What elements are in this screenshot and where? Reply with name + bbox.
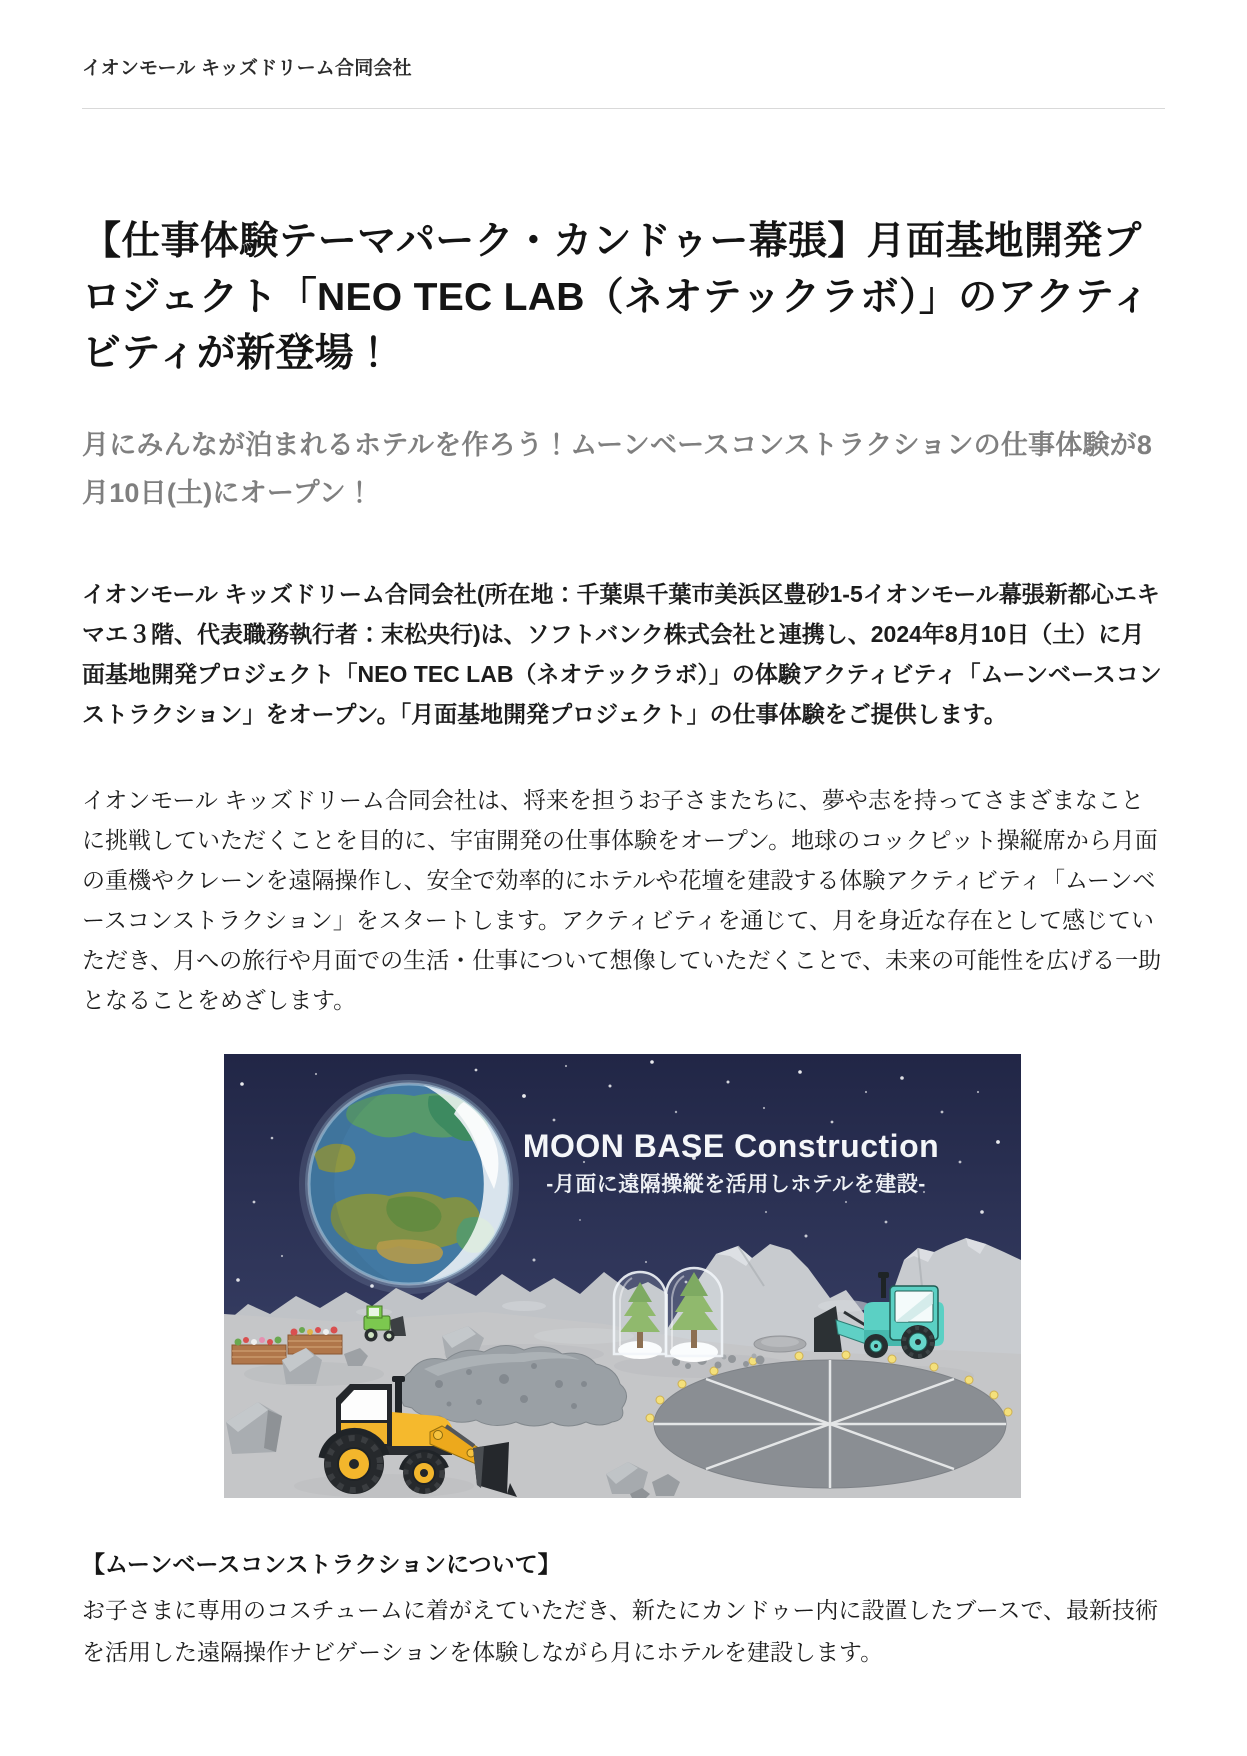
section-body: お子さまに専用のコスチュームに着がえていただき、新たにカンドゥー内に設置したブースで、最新技術を活用した遠隔操作ナビゲーションを体験しながら月にホテルを建設します。 xyxy=(82,1597,1159,1665)
header-divider xyxy=(82,108,1165,109)
tree-dome-small xyxy=(614,1272,666,1359)
hero-image-title: MOON BASE Construction xyxy=(522,1128,940,1164)
lead-paragraph: イオンモール キッズドリーム合同会社(所在地：千葉県千葉市美浜区豊砂1-5イオンモール幕張新都心エキマエ３階、代表職務執行者：末松央行)は、ソフトバンク株式会社と連携し、2024年8月10日（土）に月面基地開発プロジェクト「NEO TEC LAB（ネオテックラボ）」の体験アクティビティ「ムーンベースコンストラクション」をオープン。「月面基地開発プロジェクト」の仕事体験をご提供します。 xyxy=(82,581,1162,727)
body-paragraph: イオンモール キッズドリーム合同会社は、将来を担うお子さまたちに、夢や志を持ってさまざまなことに挑戦していただくことを目的に、宇宙開発の仕事体験をオープン。地球のコックピット操縦席から月面の重機やクレーンを遠隔操作し、安全で効率的にホテルや花壇を建設する体験アクティビティ「ムーンベースコンストラクション」をスタートします。アクティビティを通じて、月を身近な存在として感じていただき、月への旅行や月面での生活・仕事について想像していただくことで、未来の可能性を広げる一助となることをめざします。 xyxy=(82,787,1162,1013)
tree-dome-large xyxy=(666,1268,722,1362)
press-release-page xyxy=(82,0,1165,1673)
article-title: 【仕事体験テーマパーク・カンドゥー幕張】月面基地開発プロジェクト「NEO TEC LAB（ネオテックラボ）」のアクティビティが新登場！ xyxy=(82,220,1151,375)
hero-image-subtitle: -月面に遠隔操縦を活用しホテルを建設- xyxy=(546,1173,926,1196)
earth-illustration xyxy=(299,1074,519,1294)
section-heading: 【ムーンベースコンストラクションについて】 xyxy=(82,1551,561,1577)
publisher-name: イオンモール キッズドリーム合同会社 xyxy=(82,58,412,79)
article-subtitle: 月にみんなが泊まれるホテルを作ろう！ムーンベースコンストラクションの仕事体験が8月10日(土)にオープン！ xyxy=(82,430,1153,508)
hero-image xyxy=(224,1054,1021,1498)
manhole-cover xyxy=(754,1336,806,1352)
moon-base-illustration xyxy=(224,1054,1021,1498)
